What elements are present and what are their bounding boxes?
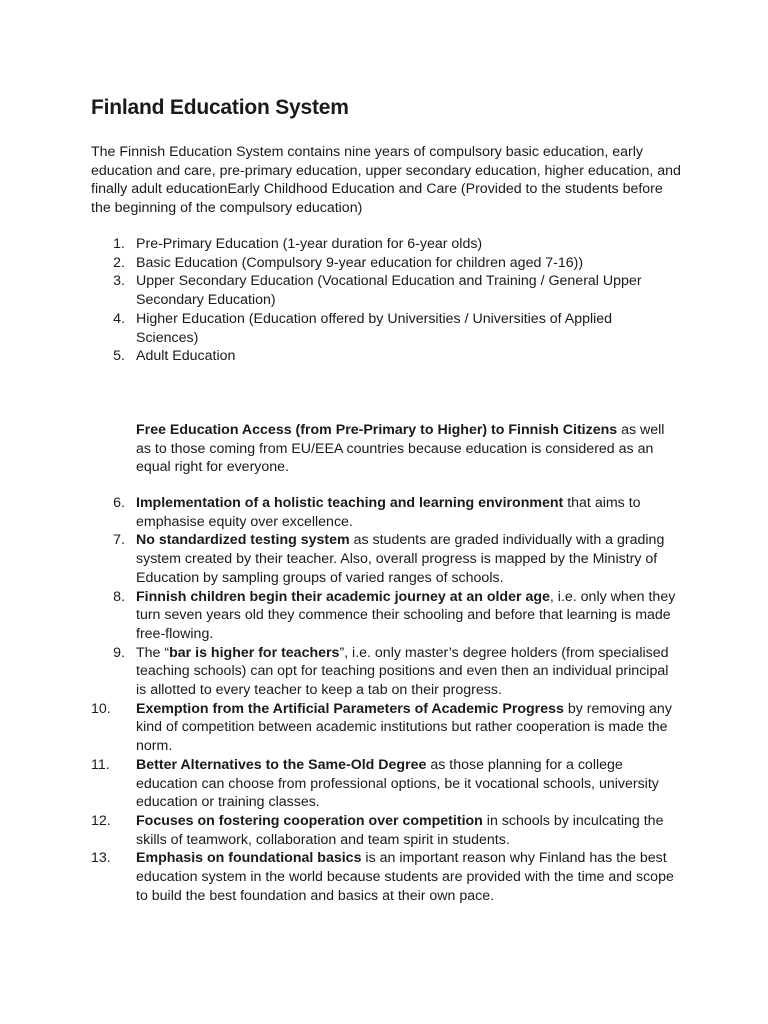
free-education-text: as well as to those coming from EU/EEA countries because education is considered as an equal right for everyone. (136, 422, 665, 476)
list-item: 1. Pre-Primary Education (1-year duration for 6-year olds) (113, 236, 483, 252)
intro-paragraph: The Finnish Education System contains nine years of compulsory basic education, early education and care, pre-primary education, upper secondary education, higher education, and finally adult educationEarly Childhood Education and Care (Provided to the students before the beginning of the compulsory education) (91, 144, 681, 217)
education-levels-list (91, 235, 691, 366)
list-item: 5. Adult Education (113, 348, 236, 365)
list-item: 2. Basic Education (Compulsory 9-year education for children aged 7-16)) (113, 254, 584, 271)
features-list (91, 494, 691, 905)
list-item: 12. Focuses on fostering cooperation over competition in schools by inculcating the skills of teamwork, collaboration and team spirit in students. (91, 812, 664, 848)
list-item: 10. Exemption from the Artificial Parameters of Academic Progress by removing any kind of competition between academic institutions but rather cooperation is made the norm. (91, 700, 672, 755)
list-item: 13. Emphasis on foundational basics is an important reason why Finland has the best education system in the world because students are provided with the time and scope to build the best foundation and basics at their own pace. (91, 850, 674, 904)
list-item: 6. Implementation of a holistic teaching and learning environment that aims to emphasise equity over excellence. (113, 495, 641, 530)
list-item: 9. The “bar is higher for teachers”, i.e. only master’s degree holders (from specialised teaching schools) can opt for teaching positions and even then an individual principal is allotted to every teacher to keep a tab on their progress. (113, 644, 669, 699)
free-education-paragraph (136, 421, 681, 477)
free-education-heading: Free Education Access (from Pre-Primary to Higher) to Finnish Citizens (136, 422, 618, 438)
list-item: 3. Upper Secondary Education (Vocational Education and Training / General Upper Secondary Education) (113, 273, 642, 309)
list-item: 4. Higher Education (Education offered by Universities / Universities of Applied Sciences) (113, 310, 613, 346)
list-item: 8. Finnish children begin their academic journey at an older age, i.e. only when they turn seven years old they commence their schooling and before that learning is made free-flowing. (113, 588, 676, 642)
list-item: 7. No standardized testing system as students are graded individually with a grading system created by their teacher. Also, overall progress is mapped by the Ministry of Education by sampling groups of varied ranges of schools. (113, 532, 665, 586)
page-title: Finland Education System (91, 96, 349, 119)
list-item: 11. Better Alternatives to the Same-Old Degree as those planning for a college education can choose from professional options, be it vocational schools, university education or training classes. (91, 756, 659, 811)
